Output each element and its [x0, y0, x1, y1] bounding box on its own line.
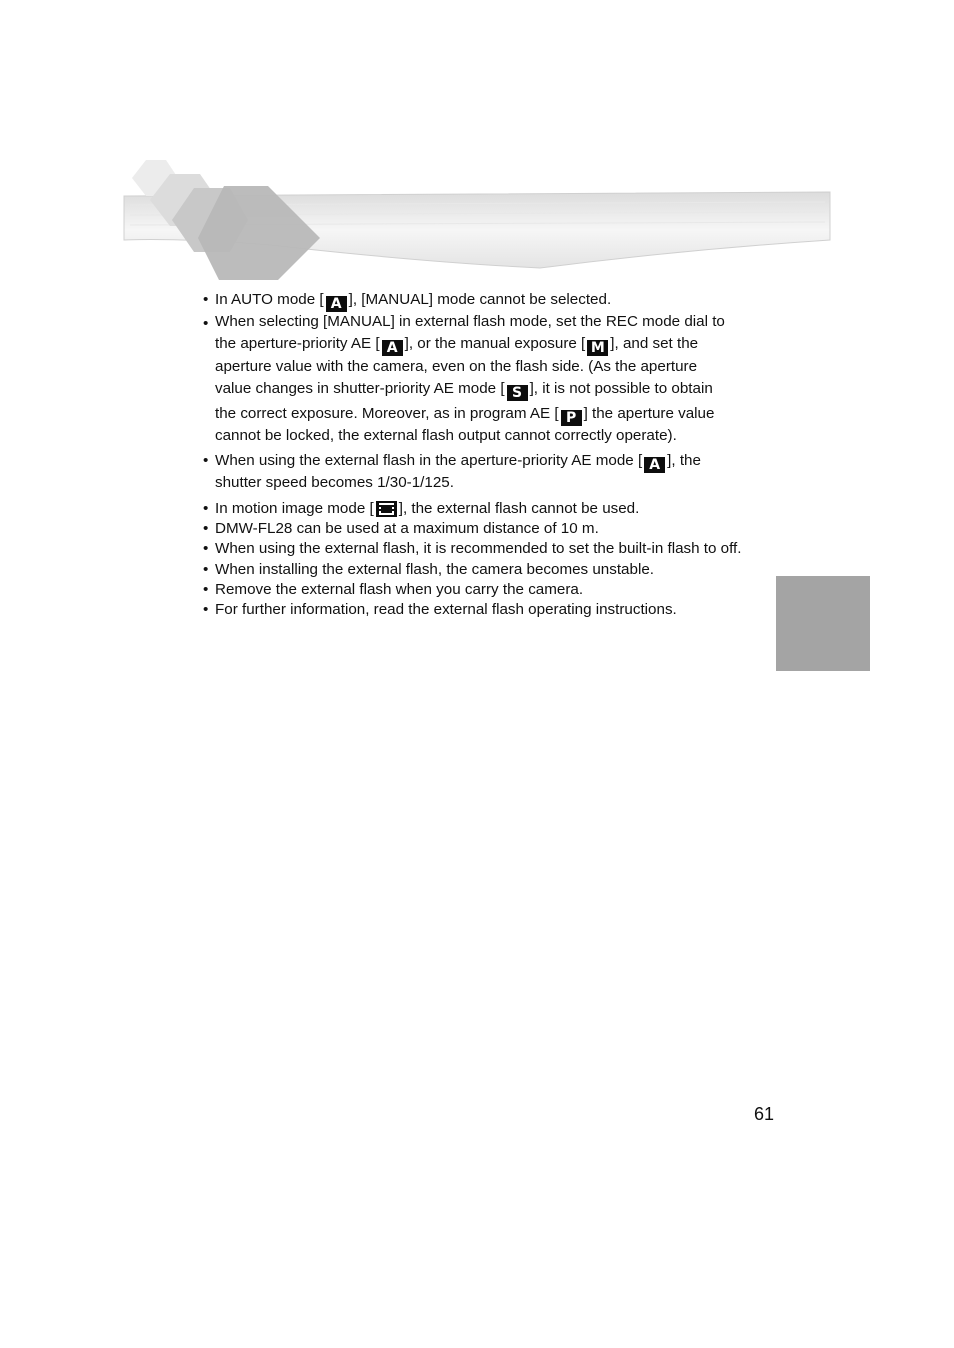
- aperture-priority-icon: A: [644, 457, 665, 473]
- auto-mode-icon: A: [326, 296, 347, 312]
- list-item: [203, 519, 763, 539]
- note-text: For further information, read the external flash operating instructions.: [215, 601, 677, 619]
- aperture-priority-icon: A: [382, 340, 403, 356]
- shutter-priority-icon: S: [507, 385, 528, 401]
- page-number: 61: [754, 1104, 775, 1124]
- list-item: [203, 600, 763, 620]
- motion-image-icon: [376, 501, 397, 517]
- note-text: ], it is not possible to obtain: [529, 380, 713, 398]
- list-item: [203, 290, 763, 312]
- note-text: ], the external flash cannot be used.: [398, 499, 640, 517]
- list-item: [203, 580, 763, 600]
- note-text: When using the external flash, it is recommended to set the built-in flash to off.: [215, 540, 742, 558]
- note-text: aperture value with the camera, even on the flash side. (As the aperture: [215, 357, 698, 375]
- note-text: ], the: [667, 452, 701, 470]
- notes-content: [203, 290, 763, 620]
- note-text: ], or the manual exposure [: [404, 335, 586, 353]
- note-text: value changes in shutter-priority AE mode [: [215, 380, 505, 398]
- note-text: cannot be locked, the external flash output cannot correctly operate).: [215, 427, 677, 445]
- note-text: the aperture-priority AE [: [215, 335, 380, 353]
- note-text: ], and set the: [610, 335, 699, 353]
- note-text: In motion image mode [: [215, 499, 374, 517]
- list-item: [203, 312, 763, 446]
- note-text: DMW-FL28 can be used at a maximum distance of 10 m.: [215, 519, 599, 537]
- list-item: [203, 499, 763, 519]
- note-text: In AUTO mode [: [215, 291, 324, 308]
- note-text: Remove the external flash when you carry the camera.: [215, 580, 584, 598]
- manual-exposure-icon: M: [587, 340, 608, 356]
- list-item: [203, 451, 763, 493]
- side-tab: [776, 576, 870, 671]
- note-text: the correct exposure. Moreover, as in program AE [: [215, 404, 559, 422]
- list-item: [203, 539, 763, 559]
- program-ae-icon: P: [561, 410, 582, 426]
- note-text: ] the aperture value: [583, 404, 715, 422]
- note-text: ], [MANUAL] mode cannot be selected.: [348, 291, 612, 308]
- header-banner: [120, 150, 835, 280]
- note-text: When using the external flash in the aperture-priority AE mode [: [215, 452, 643, 470]
- notes-list: [203, 290, 763, 620]
- note-text: shutter speed becomes 1/30-1/125.: [215, 474, 454, 492]
- note-text: • When selecting [MANUAL] in external flash mode, set the REC mode dial to: [215, 313, 725, 330]
- note-text: When installing the external flash, the camera becomes unstable.: [215, 560, 654, 578]
- list-item: [203, 560, 763, 580]
